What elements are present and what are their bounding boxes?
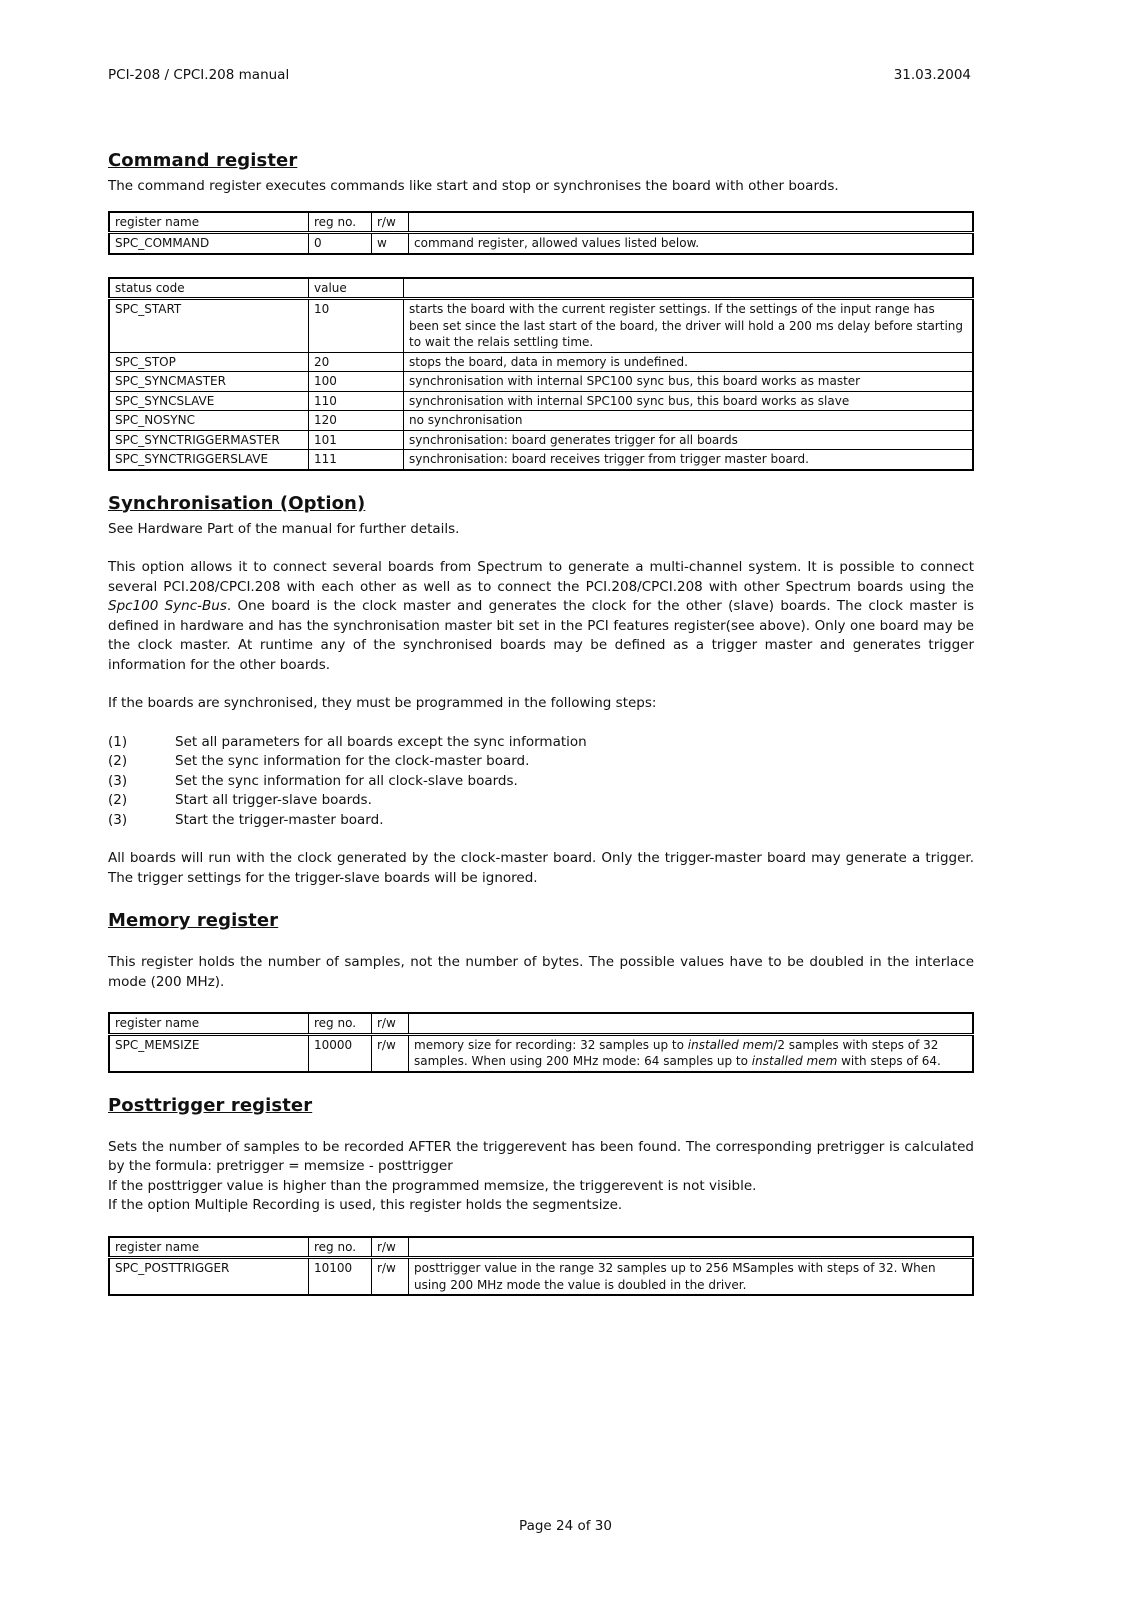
- col-rw: r/w: [372, 212, 409, 233]
- posttrigger-register-table: [108, 1236, 974, 1297]
- section-title-sync: Synchronisation (Option): [108, 492, 366, 514]
- memory-register-table: [108, 1012, 974, 1073]
- table-row: [109, 233, 973, 254]
- posttrigger-paragraph-1: Sets the number of samples to be recorded AFTER the triggerevent has been found. The corresponding pretrigger is calculated by the formula: pretrigger = memsize - posttrigger: [108, 1138, 974, 1174]
- col-rw: r/w: [372, 1237, 409, 1258]
- table-header-row: [109, 1237, 973, 1258]
- cell-description: synchronisation: board receives trigger from trigger master board.: [404, 450, 974, 470]
- desc-text-a: memory size for recording: 32 samples up to: [414, 1037, 688, 1052]
- step-number: (3): [108, 772, 128, 789]
- step-number: (2): [108, 792, 128, 808]
- cell-description: starts the board with the current register settings. If the settings of the input range has been set since the last start of the board, the driver will hold a 200 ms delay before starting to wait the relais settling time.: [404, 299, 974, 353]
- command-intro: The command register executes commands like start and stop or synchronises the board with other boards.: [108, 178, 839, 194]
- cell-value: 110: [309, 391, 404, 411]
- section-title-posttrigger: Posttrigger register: [108, 1094, 313, 1116]
- cell-description: stops the board, data in memory is undefined.: [404, 352, 974, 372]
- posttrigger-paragraph-3: If the option Multiple Recording is used, this register holds the segmentsize.: [108, 1197, 623, 1213]
- cell-value: 111: [309, 450, 404, 470]
- col-description: [409, 1013, 974, 1034]
- cell-description: no synchronisation: [404, 411, 974, 431]
- col-reg-no: reg no.: [309, 1237, 372, 1258]
- col-reg-no: reg no.: [309, 1013, 372, 1034]
- posttrigger-paragraph-2: If the posttrigger value is higher than the programmed memsize, the triggerevent is not visible.: [108, 1177, 757, 1194]
- cell-status-code: SPC_NOSYNC: [109, 411, 309, 431]
- col-status-code: status code: [109, 278, 309, 299]
- desc-text-c: with steps of 64.: [837, 1054, 941, 1068]
- sync-paragraph-3: If the boards are synchronised, they must be programmed in the following steps:: [108, 695, 657, 711]
- cell-description: synchronisation with internal SPC100 sync bus, this board works as slave: [404, 391, 974, 411]
- cell-reg-no: 10100: [309, 1258, 372, 1296]
- cell-value: 101: [309, 430, 404, 450]
- step-text: Set the sync information for all clock-slave boards.: [175, 772, 518, 789]
- table-row: [109, 372, 973, 392]
- col-description: [404, 278, 974, 299]
- sync-paragraph-2: [108, 558, 974, 675]
- cell-description: command register, allowed values listed below.: [409, 233, 974, 254]
- table-row: [109, 391, 973, 411]
- cell-status-code: SPC_SYNCMASTER: [109, 372, 309, 392]
- table-row: [109, 411, 973, 431]
- section-title-command: Command register: [108, 150, 298, 171]
- cell-status-code: SPC_STOP: [109, 352, 309, 372]
- cell-value: 120: [309, 411, 404, 431]
- col-register-name: register name: [109, 1237, 309, 1258]
- desc-text-b: /2 samples with steps of 32 samples. When using 200 MHz mode: 64 samples up to: [414, 1037, 939, 1068]
- cell-description: synchronisation: board generates trigger for all boards: [404, 430, 974, 450]
- cell-description: synchronisation with internal SPC100 sync bus, this board works as master: [404, 372, 974, 392]
- sync-p2-text-b: . One board is the clock master and generates the clock for the other (slave) boards. The clock master is defined in hardware and has the synchronisation master bit set in the PCI features register(see above). Only one board may be the clock master. At runtime any of the synchronised boards may be defined as a trigger master and generates trigger information for the other boards.: [108, 598, 974, 673]
- cell-register-name: SPC_MEMSIZE: [109, 1034, 309, 1072]
- cell-reg-no: 0: [309, 233, 372, 254]
- cell-description: [409, 1034, 974, 1072]
- table-row: [109, 1034, 973, 1072]
- sync-paragraph-1: See Hardware Part of the manual for further details.: [108, 520, 460, 537]
- table-header-row: [109, 278, 973, 299]
- desc-em-1: installed mem: [687, 1037, 774, 1052]
- sync-paragraph-4: All boards will run with the clock generated by the clock-master board. Only the trigger-master board may generate a trigger. The trigger settings for the trigger-slave boards will be ignored.: [108, 850, 974, 886]
- step-number: (2): [108, 753, 128, 769]
- step-number: (3): [108, 811, 128, 828]
- table-header-row: [109, 212, 973, 233]
- cell-register-name: SPC_POSTTRIGGER: [109, 1258, 309, 1296]
- cell-status-code: SPC_SYNCTRIGGERMASTER: [109, 430, 309, 450]
- header-doc-title: PCI-208 / CPCI.208 manual: [108, 67, 290, 83]
- list-item: [108, 772, 974, 792]
- table-row: [109, 450, 973, 470]
- step-text: Set all parameters for all boards except the sync information: [175, 733, 587, 750]
- page-number: Page 24 of 30: [519, 1518, 612, 1534]
- list-item: [108, 752, 974, 772]
- list-item: [108, 733, 974, 753]
- step-text: Start the trigger-master board.: [175, 811, 384, 828]
- col-register-name: register name: [109, 1013, 309, 1034]
- col-rw: r/w: [372, 1013, 409, 1034]
- cell-rw: r/w: [372, 1258, 409, 1296]
- cell-status-code: SPC_SYNCSLAVE: [109, 391, 309, 411]
- cell-value: 10: [309, 299, 404, 353]
- sync-p2-text-a: This option allows it to connect several boards from Spectrum to generate a multi-channel system. It is possible to connect several PCI.208/CPCI.208 with each other as well as to connect the PCI.208/CPCI.208 with other Spectrum boards using the: [108, 559, 974, 595]
- cell-status-code: SPC_SYNCTRIGGERSLAVE: [109, 450, 309, 470]
- page-content: [108, 150, 974, 1296]
- cell-reg-no: 10000: [309, 1034, 372, 1072]
- table-row: [109, 1258, 973, 1296]
- cell-description: posttrigger value in the range 32 samples up to 256 MSamples with steps of 32. When using 200 MHz mode the value is doubled in the driver.: [409, 1258, 974, 1296]
- col-reg-no: reg no.: [309, 212, 372, 233]
- col-description: [409, 212, 974, 233]
- table-row: [109, 430, 973, 450]
- cell-rw: r/w: [372, 1034, 409, 1072]
- step-number: (1): [108, 733, 128, 750]
- sync-steps-list: [108, 733, 974, 831]
- section-title-memory: Memory register: [108, 910, 279, 931]
- status-code-table: [108, 277, 974, 471]
- header-date: 31.03.2004: [893, 67, 971, 83]
- cell-status-code: SPC_START: [109, 299, 309, 353]
- command-register-table: [108, 211, 974, 255]
- list-item: [108, 811, 974, 831]
- table-row: [109, 352, 973, 372]
- cell-rw: w: [372, 233, 409, 254]
- cell-value: 100: [309, 372, 404, 392]
- table-row: [109, 299, 973, 353]
- cell-register-name: SPC_COMMAND: [109, 233, 309, 254]
- memory-paragraph: This register holds the number of samples, not the number of bytes. The possible values have to be doubled in the interlace mode (200 MHz).: [108, 954, 974, 990]
- table-header-row: [109, 1013, 973, 1034]
- list-item: [108, 791, 974, 811]
- col-description: [409, 1237, 974, 1258]
- desc-em-2: installed mem: [751, 1054, 838, 1068]
- sync-bus-term: Spc100 Sync-Bus: [108, 598, 227, 614]
- step-text: Start all trigger-slave boards.: [175, 792, 372, 808]
- cell-value: 20: [309, 352, 404, 372]
- col-register-name: register name: [109, 212, 309, 233]
- col-value: value: [309, 278, 404, 299]
- step-text: Set the sync information for the clock-master board.: [175, 753, 530, 769]
